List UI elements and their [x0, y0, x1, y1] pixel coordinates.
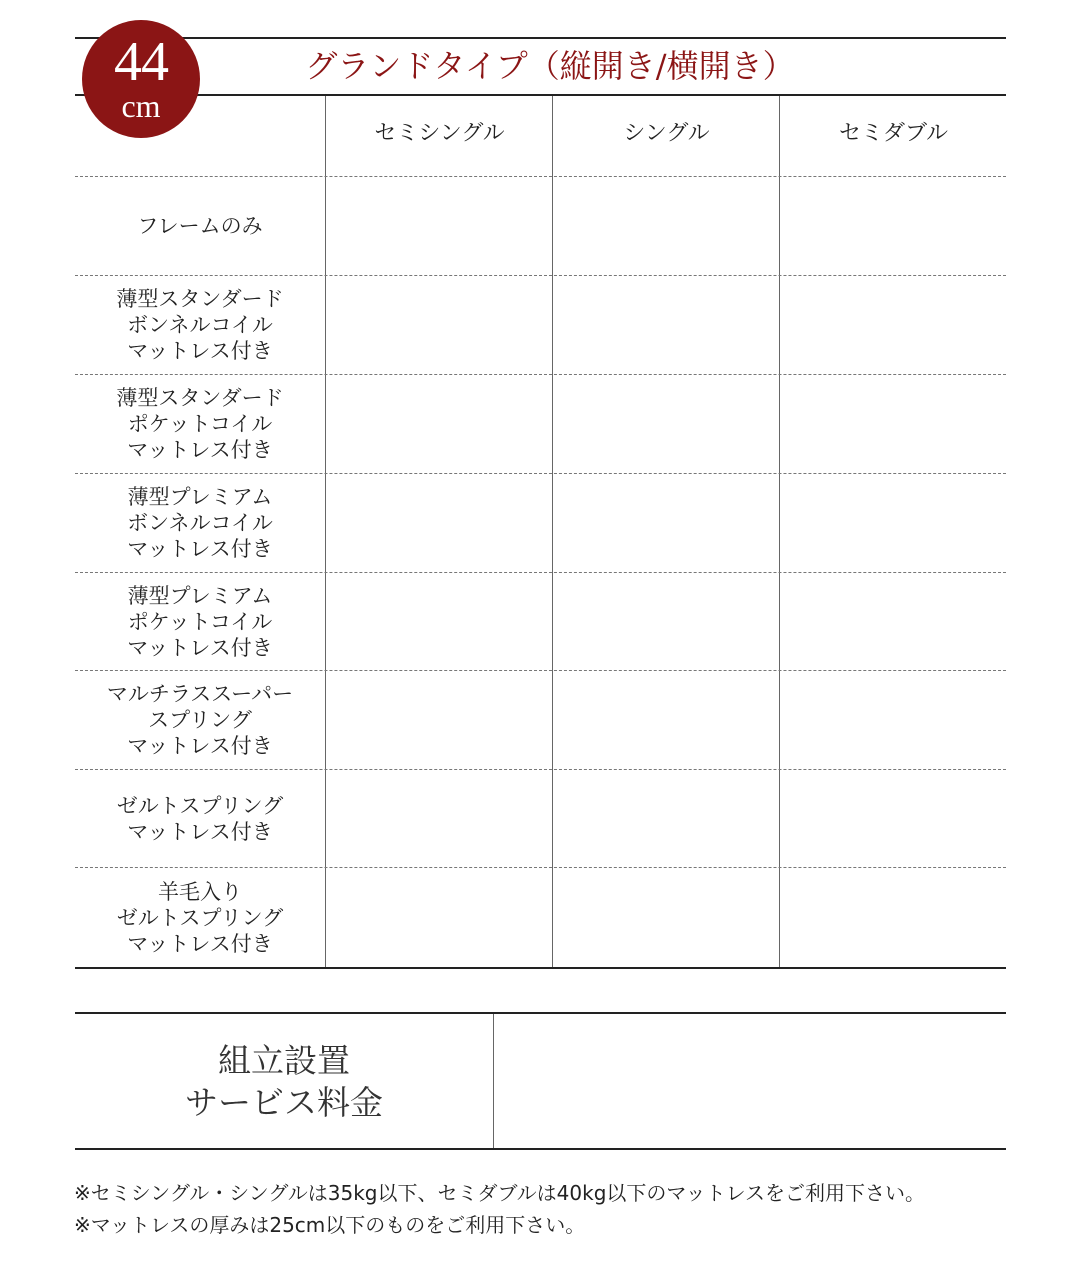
row-label: 薄型スタンダード ボンネルコイル マットレス付き — [116, 287, 284, 363]
row-label: ゼルトスプリング マットレス付き — [116, 793, 284, 844]
title-bottom-border — [75, 94, 1006, 96]
column-divider — [779, 96, 780, 969]
row-label: 薄型プレミアム ボンネルコイル マットレス付き — [127, 485, 273, 561]
column-header-semi-double: セミダブル — [838, 121, 949, 146]
service-bottom-border — [75, 1148, 1006, 1150]
column-header-semi-single: セミシングル — [374, 121, 505, 146]
service-divider — [493, 1014, 494, 1148]
table-title: グランドタイプ（縦開き/横開き） — [305, 47, 795, 85]
table-bottom-border — [75, 967, 1006, 969]
column-divider — [552, 96, 553, 969]
table-top-border — [75, 37, 1006, 39]
row-label: 薄型プレミアム ポケットコイル マットレス付き — [127, 583, 273, 660]
row-label: マルチラススーパー スプリング マットレス付き — [106, 682, 294, 758]
size-badge — [82, 20, 200, 138]
badge-number: 44 — [114, 31, 168, 93]
column-divider — [325, 96, 326, 969]
service-label: 組立設置 サービス料金 — [185, 1041, 383, 1122]
column-header-single: シングル — [623, 121, 710, 146]
service-top-border — [75, 1012, 1006, 1014]
note-thickness-limit: ※マットレスの厚みは25cm以下のものをご利用下さい。 — [74, 1213, 586, 1237]
badge-unit: cm — [121, 88, 161, 124]
row-label-frame-only: フレームのみ — [137, 214, 263, 238]
row-label: 薄型スタンダード ポケットコイル マットレス付き — [116, 386, 284, 462]
note-weight-limit: ※セミシングル・シングルは35kg以下、セミダブルは40kg以下のマットレスをご利用下さい。 — [74, 1181, 926, 1205]
row-label: 羊毛入り ゼルトスプリング マットレス付き — [116, 879, 284, 956]
